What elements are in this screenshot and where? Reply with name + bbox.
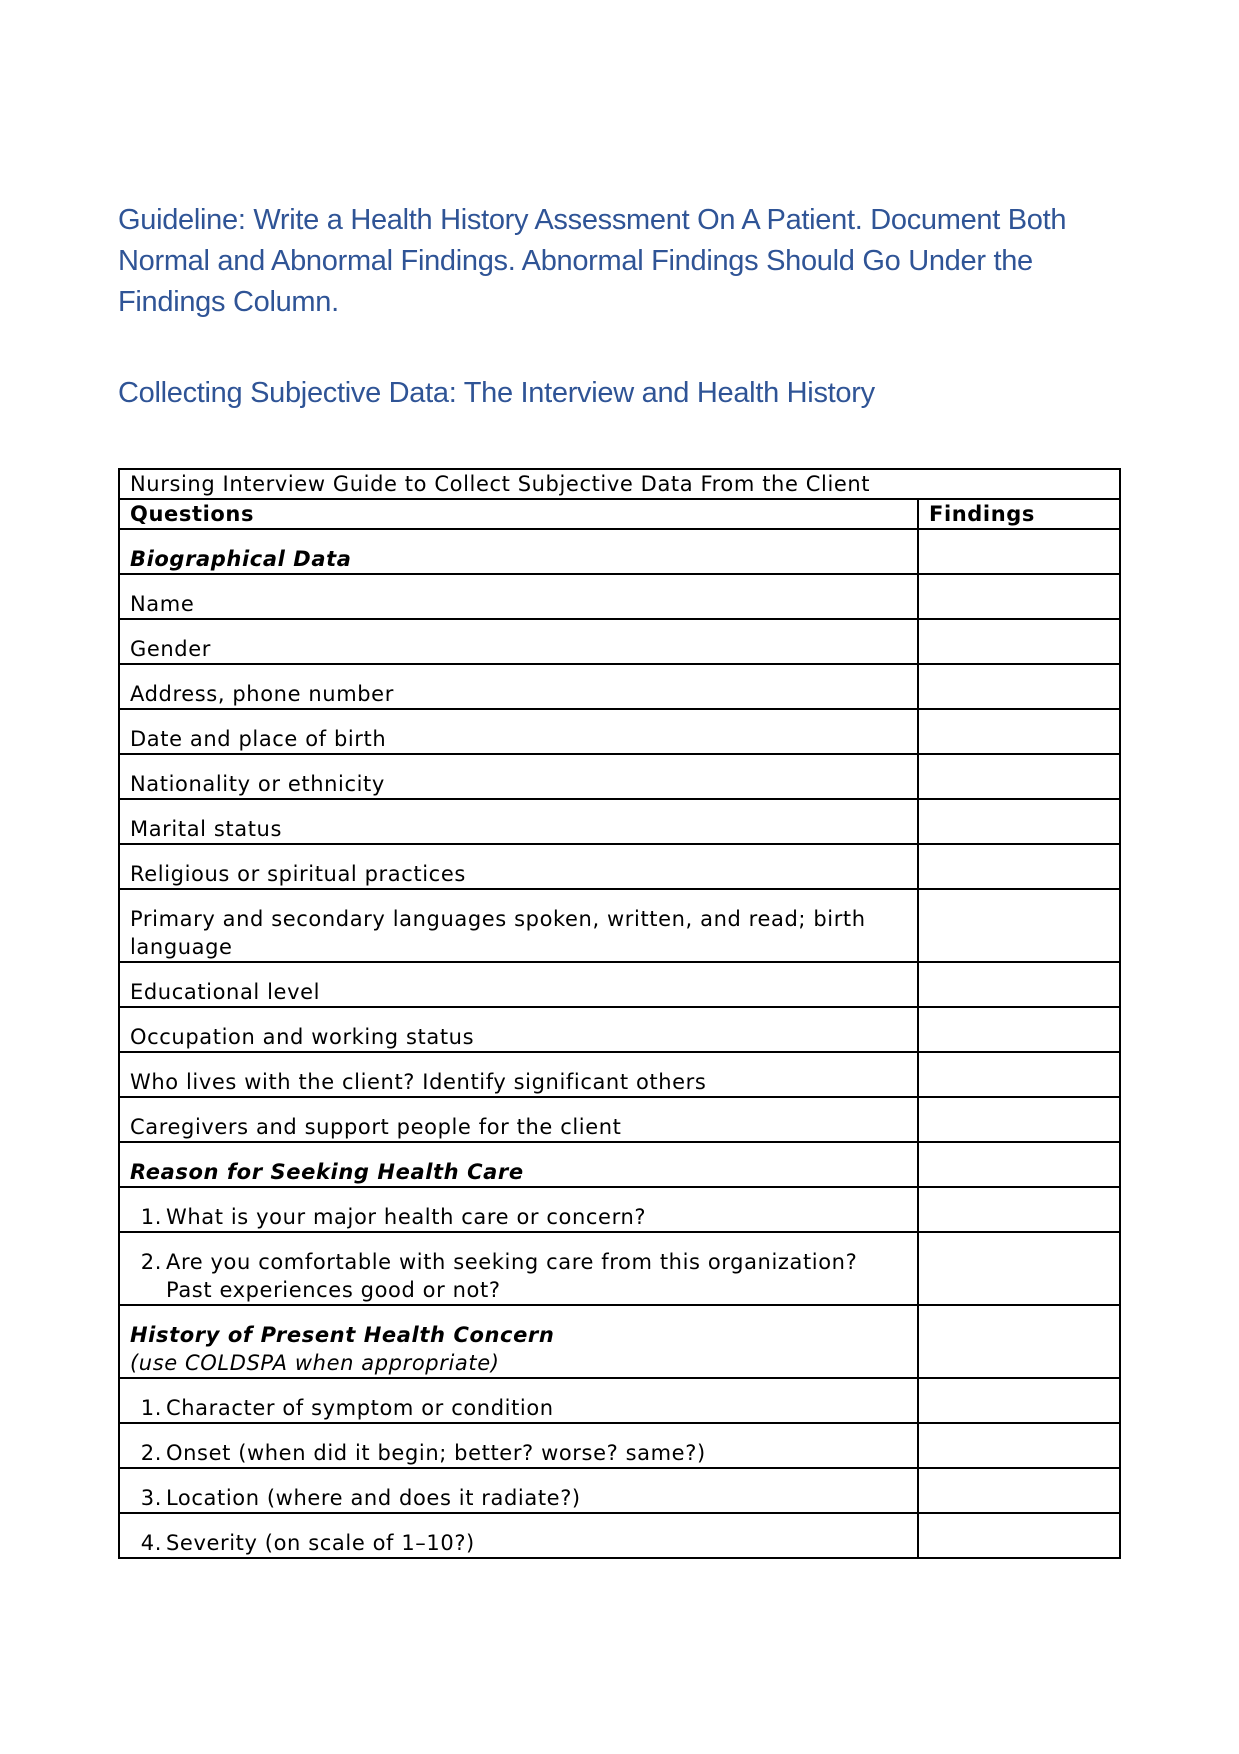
findings-cell[interactable] [918, 1142, 1120, 1187]
findings-cell[interactable] [918, 754, 1120, 799]
question-cell [119, 1423, 918, 1468]
item-text: Are you comfortable with seeking care from this organization? Past experiences good or not? [166, 1250, 858, 1302]
table-row [119, 962, 1120, 1007]
history-subheader: (use COLDSPA when appropriate) [130, 1351, 500, 1375]
table-row [119, 709, 1120, 754]
findings-cell[interactable] [918, 1513, 1120, 1558]
interview-guide-table [118, 468, 1121, 1559]
table-row [119, 754, 1120, 799]
item-text: Onset (when did it begin; better? worse? same?) [166, 1441, 706, 1465]
item-text: Severity (on scale of 1–10?) [166, 1531, 475, 1555]
findings-cell[interactable] [918, 889, 1120, 962]
question-cell [119, 1232, 918, 1305]
findings-cell[interactable] [918, 1468, 1120, 1513]
question-cell [119, 1187, 918, 1232]
table-row [119, 574, 1120, 619]
table-row [119, 799, 1120, 844]
findings-cell[interactable] [918, 844, 1120, 889]
findings-cell[interactable] [918, 709, 1120, 754]
findings-cell[interactable] [918, 664, 1120, 709]
table-row [119, 619, 1120, 664]
findings-cell[interactable] [918, 1305, 1120, 1378]
findings-cell[interactable] [918, 1097, 1120, 1142]
item-number: 2. [140, 1441, 162, 1465]
findings-cell[interactable] [918, 619, 1120, 664]
table-row [119, 1187, 1120, 1232]
questions-column-header: Questions [119, 499, 918, 529]
item-number: 3. [140, 1486, 162, 1510]
question-cell: Name [119, 574, 918, 619]
findings-cell[interactable] [918, 1423, 1120, 1468]
table-row [119, 1142, 1120, 1187]
findings-cell[interactable] [918, 1378, 1120, 1423]
findings-cell[interactable] [918, 799, 1120, 844]
guideline-heading: Guideline: Write a Health History Assessment On A Patient. Document Both Normal and Abnormal Findings. Abnormal Findings Should Go Under the Findings Column. [118, 204, 1067, 318]
question-cell: Primary and secondary languages spoken, written, and read; birth language [119, 889, 918, 962]
item-text: Character of symptom or condition [166, 1396, 554, 1420]
table-row [119, 1097, 1120, 1142]
history-header: History of Present Health Concern [130, 1323, 555, 1347]
table-row [119, 1232, 1120, 1305]
question-cell: Religious or spiritual practices [119, 844, 918, 889]
reason-for-care-header: Reason for Seeking Health Care [119, 1142, 918, 1187]
question-cell [119, 1513, 918, 1558]
question-cell: Who lives with the client? Identify significant others [119, 1052, 918, 1097]
table-header-row [119, 499, 1120, 529]
item-text: What is your major health care or concern? [166, 1205, 647, 1229]
section-title: Collecting Subjective Data: The Interview and Health History [118, 377, 875, 409]
findings-cell[interactable] [918, 529, 1120, 574]
table-row [119, 1052, 1120, 1097]
question-cell: Address, phone number [119, 664, 918, 709]
item-number: 2. [140, 1250, 162, 1274]
question-cell [119, 1468, 918, 1513]
question-cell: Nationality or ethnicity [119, 754, 918, 799]
biographical-data-header: Biographical Data [119, 529, 918, 574]
table-row [119, 1305, 1120, 1378]
table-row [119, 844, 1120, 889]
findings-cell[interactable] [918, 574, 1120, 619]
item-text: Location (where and does it radiate?) [166, 1486, 581, 1510]
question-cell: Occupation and working status [119, 1007, 918, 1052]
findings-column-header: Findings [918, 499, 1120, 529]
history-header-cell [119, 1305, 918, 1378]
table-row [119, 529, 1120, 574]
table-row [119, 1468, 1120, 1513]
findings-cell[interactable] [918, 1232, 1120, 1305]
table-row [119, 889, 1120, 962]
findings-cell[interactable] [918, 1052, 1120, 1097]
question-cell [119, 1378, 918, 1423]
item-number: 1. [140, 1205, 162, 1229]
table-title-row [119, 469, 1120, 499]
table-title: Nursing Interview Guide to Collect Subjective Data From the Client [119, 469, 1120, 499]
item-number: 4. [140, 1531, 162, 1555]
question-cell: Educational level [119, 962, 918, 1007]
item-number: 1. [140, 1396, 162, 1420]
findings-cell[interactable] [918, 962, 1120, 1007]
table-row [119, 1378, 1120, 1423]
table-row [119, 1007, 1120, 1052]
table-row [119, 1513, 1120, 1558]
findings-cell[interactable] [918, 1007, 1120, 1052]
question-cell: Gender [119, 619, 918, 664]
question-cell: Date and place of birth [119, 709, 918, 754]
table-row [119, 664, 1120, 709]
question-cell: Caregivers and support people for the client [119, 1097, 918, 1142]
table-row [119, 1423, 1120, 1468]
question-cell: Marital status [119, 799, 918, 844]
findings-cell[interactable] [918, 1187, 1120, 1232]
